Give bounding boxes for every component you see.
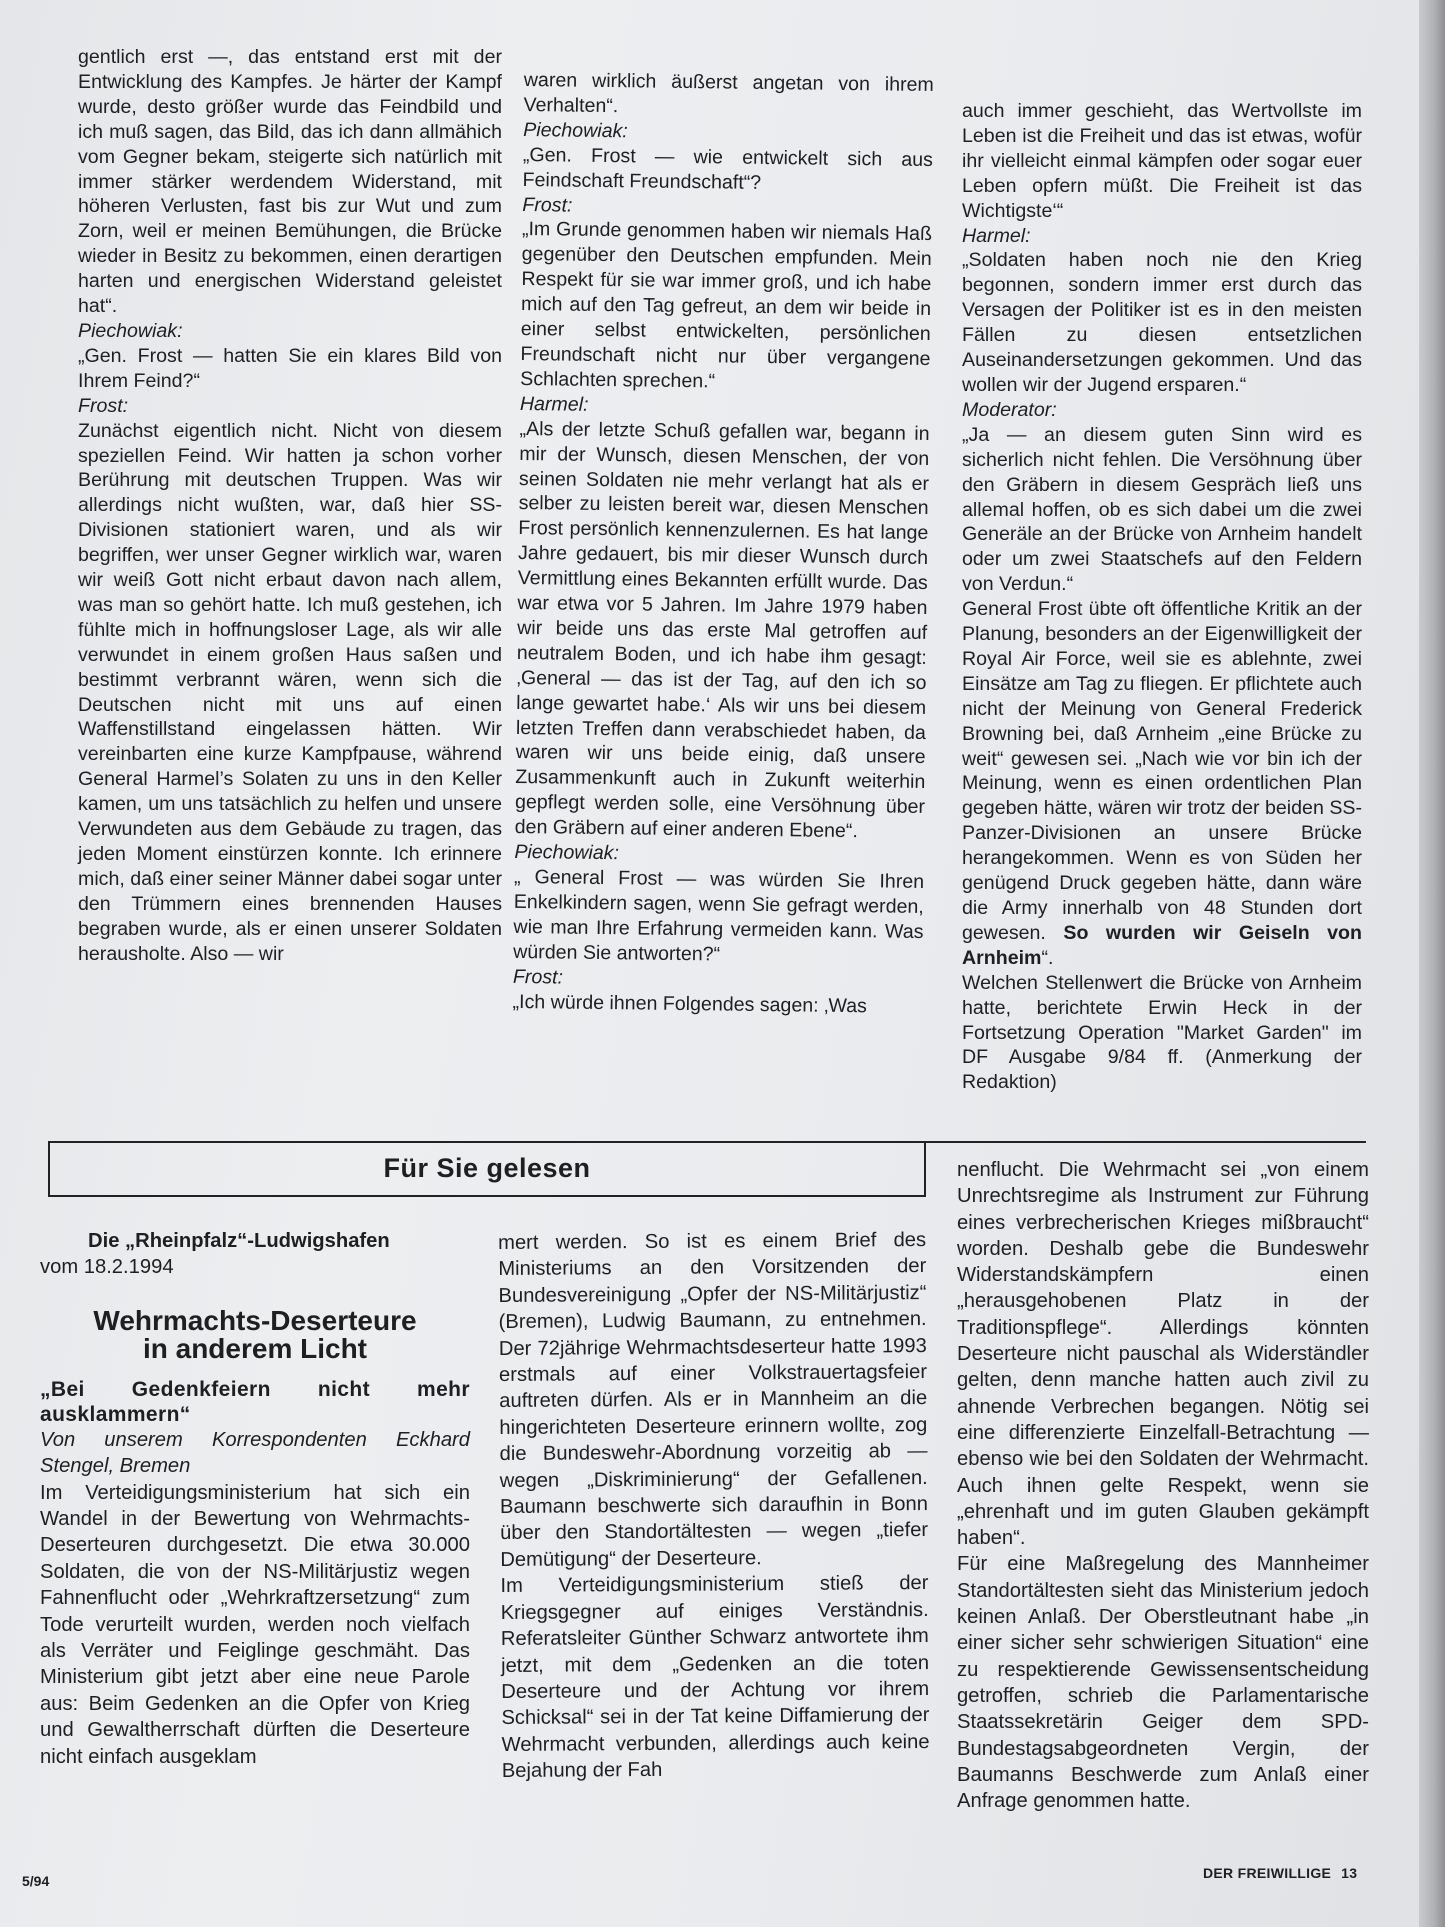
issue-number: 5/94 xyxy=(22,1873,50,1889)
paragraph: „Ja — an diesem guten Sinn wird es sicherlich nicht fehlen. Die Versöhnung über den Gräbern in diesem Gespräch ließ uns allemal hoffen, ob es sich dabei um die zwei Generäle an der Brücke von Arnheim handelt oder um zwei Staatschefs auf den Feldern von Verdun.“ xyxy=(962,423,1362,596)
paragraph: Im Verteidigungsministerium hat sich ein Wandel in der Bewertung von Wehrmachts-Deserteuren durchgesetzt. Die etwa 30.000 Soldaten, die von der NS-Militärjustiz wegen Fahnenflucht oder „Wehrkraftzersetzung“ zum Tode verurteilt wurden, werden noch vielfach als Verräter und Feiglinge geschmäht. Das Ministerium gibt jetzt aber eine neue Parole aus: Beim Gedenken an die Opfer von Krieg und Gewaltherrschaft dürften die Deserteure nicht einfach ausgeklam xyxy=(40,1481,470,1768)
speaker-label: Moderator: xyxy=(962,398,1057,421)
paragraph: „Im Grunde genommen haben wir niemals Haß gegenüber den Deutschen empfunden. Mein Respekt für sie war immer groß, und ich habe mich auf den Tag gefreut, an dem wir beide in einer selbst entwickelten, persönlichen Freundschaft nicht nur über vergangene Schlachten sprechen.“ xyxy=(520,218,933,393)
article-source: Die „Rheinpfalz“-Ludwigshafen xyxy=(88,1230,390,1252)
speaker-label: Frost: xyxy=(78,394,129,417)
speaker-label: Frost: xyxy=(512,965,564,989)
speaker-label: Frost: xyxy=(522,193,573,217)
page-footer xyxy=(1203,1865,1357,1881)
speaker-label: Harmel: xyxy=(519,392,589,416)
section-header-box xyxy=(48,1141,926,1197)
publication-name: DER FREIWILLIGE xyxy=(1203,1865,1332,1881)
paragraph: Im Verteidigungsministerium stieß der Kriegsgegner auf einiges Verständnis. Referatsleiter Günther Schwarz antwortete ihm jetzt, mit dem „Gedenken an die toten Deserteure und der Achtung vor ihrem Schicksal“ sei in der Tat keine Diffamierung der Wehrmacht verbunden, allerdings auch keine Bejahung der Fah xyxy=(500,1572,930,1783)
speaker-label: Harmel: xyxy=(962,224,1031,247)
paragraph: Für eine Maßregelung des Mannheimer Standortältesten sieht das Ministerium jedoch keinen Anlaß. Der Oberstleutnant habe „in einer sicher sehr schwierigen Situation“ eine zu respektierende Gewissensentscheidung getroffen, schrieb die Parlamentarische Staatssekretärin Geiger dem SPD-Bundestagsabgeordneten Vergin, der Baumanns Beschwerde zum Anlaß einer Anfrage genommen hatte. xyxy=(957,1553,1369,1813)
interview-column-3 xyxy=(962,99,1362,1095)
article-column-1 xyxy=(40,1228,470,1770)
paragraph: gentlich erst —, das entstand erst mit der Entwicklung des Kampfes. Je härter der Kampf wurde, desto größer wurde das Feindbild und ich muß sagen, das Bild, das ich dann allmähich vom Gegner bekam, steigerte sich natürlich mit immer stärker werdendem Widerstand, mit höheren Verlusten, fast bis zur Wut und zum Zorn, weil er meinen Bemühungen, die Brücke wieder in Besitz zu bekommen, einen derartigen harten und energischen Widerstand geleistet hat“. xyxy=(78,46,502,318)
article-byline: Von unserem Korrespondenten Eckhard Stengel, Bremen xyxy=(40,1428,470,1478)
paragraph: „Ich würde ihnen Folgendes sagen: ‚Was xyxy=(512,990,868,1017)
speaker-label: Piechowiak: xyxy=(78,319,183,342)
headline-line: Wehrmachts-Deserteure xyxy=(93,1304,417,1336)
speaker-label: Piechowiak: xyxy=(523,118,628,143)
paragraph: auch immer geschieht, das Wertvollste im Leben ist die Freiheit und das ist etwas, wofür ihr vielleicht einmal kämpfen oder sogar euer Leben opfern müßt. Die Freiheit ist das Wichtigste‘“ xyxy=(962,100,1362,222)
article-column-2 xyxy=(498,1227,930,1785)
page-edge xyxy=(1419,0,1445,1927)
paragraph: mert werden. So ist es einem Brief des Ministeriums an den Vorsitzenden der Bundesvereinigung „Opfer der NS-Militärjustiz“ (Bremen), Ludwig Baumann, zu entnehmen. Der 72jährige Wehrmachtsdeserteur hatte 1993 erstmals auf einer Volkstrauertagsfeier auftreten dürfen. Als er in Mannheim an die hingerichteten Deserteure erinnern wollte, zog die Bundeswehr-Abordnung vorzeitig ab — wegen „Diskriminierung“ der Gefallenen. Baumann beschwerte sich daraufhin in Bonn über den Standortältesten — wegen „tiefer Demütigung“ der Deserteure. xyxy=(498,1229,929,1571)
paragraph: nenflucht. Die Wehrmacht sei „von einem Unrechtsregime als Instrument zur Führung eines verbrecherischen Krieges mißbraucht“ worden. Deshalb gebe die Bundeswehr Widerstandskämpfern einen „herausgehobenen Platz in der Traditionspflege“. Allerdings könnten Deserteure nicht pauschal als Widerständler gelten, denn manche hatten auch zivil zu ahnende Verbrechen begangen. Nötig sei eine differenzierte Einzelfall-Betrachtung — ebenso wie bei den Soldaten der Wehrmacht. Auch ihnen gelte Respekt, wenn sie „ehrenhaft und im guten Glauben gekämpft haben“. xyxy=(957,1159,1369,1550)
paragraph: „Soldaten haben noch nie den Krieg begonnen, sondern immer erst durch das Versagen der Politiker ist es in den meisten Fällen zu diesen entsetzlichen Auseinandersetzungen gekommen. Und das wollen wir der Jugend ersparen.“ xyxy=(962,249,1362,396)
paragraph: „Gen. Frost — hatten Sie ein klares Bild von Ihrem Feind?“ xyxy=(78,344,502,392)
bold-quote: So wurden wir Geiseln von Arnheim xyxy=(962,921,1362,969)
article-date: vom 18.2.1994 xyxy=(40,1256,174,1279)
paragraph: Zunächst eigentlich nicht. Nicht von diesem speziellen Feind. Wir hatten ja schon vorher Berührung mit deutschen Truppen. Was wir allerdings nicht wußten, war, daß hier SS-Divisionen stationiert waren, und als wir begriffen, wer unser Gegner wirklich war, waren wir weiß Gott nicht erbaut davon nach allem, was man so gehört hatte. Ich muß gestehen, ich fühlte mich in hoffnungsloser Lage, als wir alle verwundet in einem großen Haus saßen und bestimmt verbrannt wären, wenn sich die Deutschen nicht mit uns auf einen Waffenstillstand eingelassen hätten. Wir vereinbarten eine kurze Kampfpause, während General Harmel’s Solaten zu uns in den Keller kamen, um uns tatsächlich zu helfen und unsere Verwundeten aus dem Gebäude zu tragen, das jeden Moment einstürzen konnte. Ich erinnere mich, daß einer seiner Männer dabei sogar unter den Trümmern eines brennenden Hauses begraben wurde, als er einen unserer Soldaten herausholte. Also — wir xyxy=(78,419,502,965)
article-subhead: „Bei Gedenkfeiern nicht mehr ausklammern“ xyxy=(40,1377,470,1426)
paragraph-text: General Frost übte oft öffentliche Kritik an der Planung, besonders an der Eigenwilligkeit der Royal Air Force, weil sie es ablehnte, zwei Einsätze am Tag zu fliegen. Er pflichtete auch nicht der Meinung von General Frederick Browning bei, daß Arnheim „eine Brücke zu weit“ gewesen sei. „Nach wie vor bin ich der Meinung, wenn es einen ordentlichen Plan gegeben hätte, wären wir trotz der beiden SS-Panzer-Divisionen an unsere Brücke herangekommen. Wenn es von Süden her genügend Druck gegeben hätte, dann wäre die Army innerhalb von 48 Stunden dort gewesen. xyxy=(962,598,1362,944)
paragraph: „ General Frost — was würden Sie Ihren Enkelkindern sagen, wenn Sie gefragt werden, wie man Ihre Erfahrung vermeiden kann. Was würden Sie antworten?“ xyxy=(513,865,925,966)
paragraph-text: “. xyxy=(1041,946,1054,969)
paragraph: waren wirklich äußerst angetan von ihrem Verhalten“. xyxy=(523,68,934,118)
headline-line: in anderem Licht xyxy=(142,1332,368,1364)
article-column-3 xyxy=(957,1157,1369,1814)
article-headline xyxy=(40,1304,470,1364)
interview-column-2 xyxy=(512,68,934,1019)
paragraph xyxy=(962,597,1362,971)
interview-column-1 xyxy=(78,45,502,967)
paragraph: „Gen. Frost — wie entwickelt sich aus Feindschaft Freundschaft“? xyxy=(522,143,934,194)
section-title: Für Sie gelesen xyxy=(383,1152,591,1183)
speaker-label: Piechowiak: xyxy=(514,841,620,865)
paragraph: Welchen Stellenwert die Brücke von Arnheim hatte, berichtete Erwin Heck in der Fortsetzung Operation "Market Garden" im DF Ausgabe 9/84 ff. (Anmerkung der Redaktion) xyxy=(962,971,1362,1094)
paragraph: „Als der letzte Schuß gefallen war, begann in mir der Wunsch, diesen Menschen, der von seinen Soldaten nie mehr verlangt hat als er selber zu leisten bereit war, diesen Menschen Frost persönlich kennenzulernen. Es hat lange Jahre gedauert, bis mir dieser Wunsch durch Vermittlung eines Bekannten erfüllt wurde. Das war etwa vor 5 Jahren. Im Jahre 1979 haben wir beide uns das erste Mal getroffen auf neutralem Boden, und ich habe ihm gesagt: ‚General — das ist der Tag, auf den ich so lange gewartet habe.‘ Als wir uns bei diesem letzten Treffen dann verabschiedet haben, da waren wir uns beide einig, daß unsere Zusammenkunft auch in Zukunft weiterhin gepflegt werden solle, eine Versöhnung über den Gräbern auf einer anderen Ebene“. xyxy=(514,417,930,843)
page-number: 13 xyxy=(1341,1865,1358,1881)
